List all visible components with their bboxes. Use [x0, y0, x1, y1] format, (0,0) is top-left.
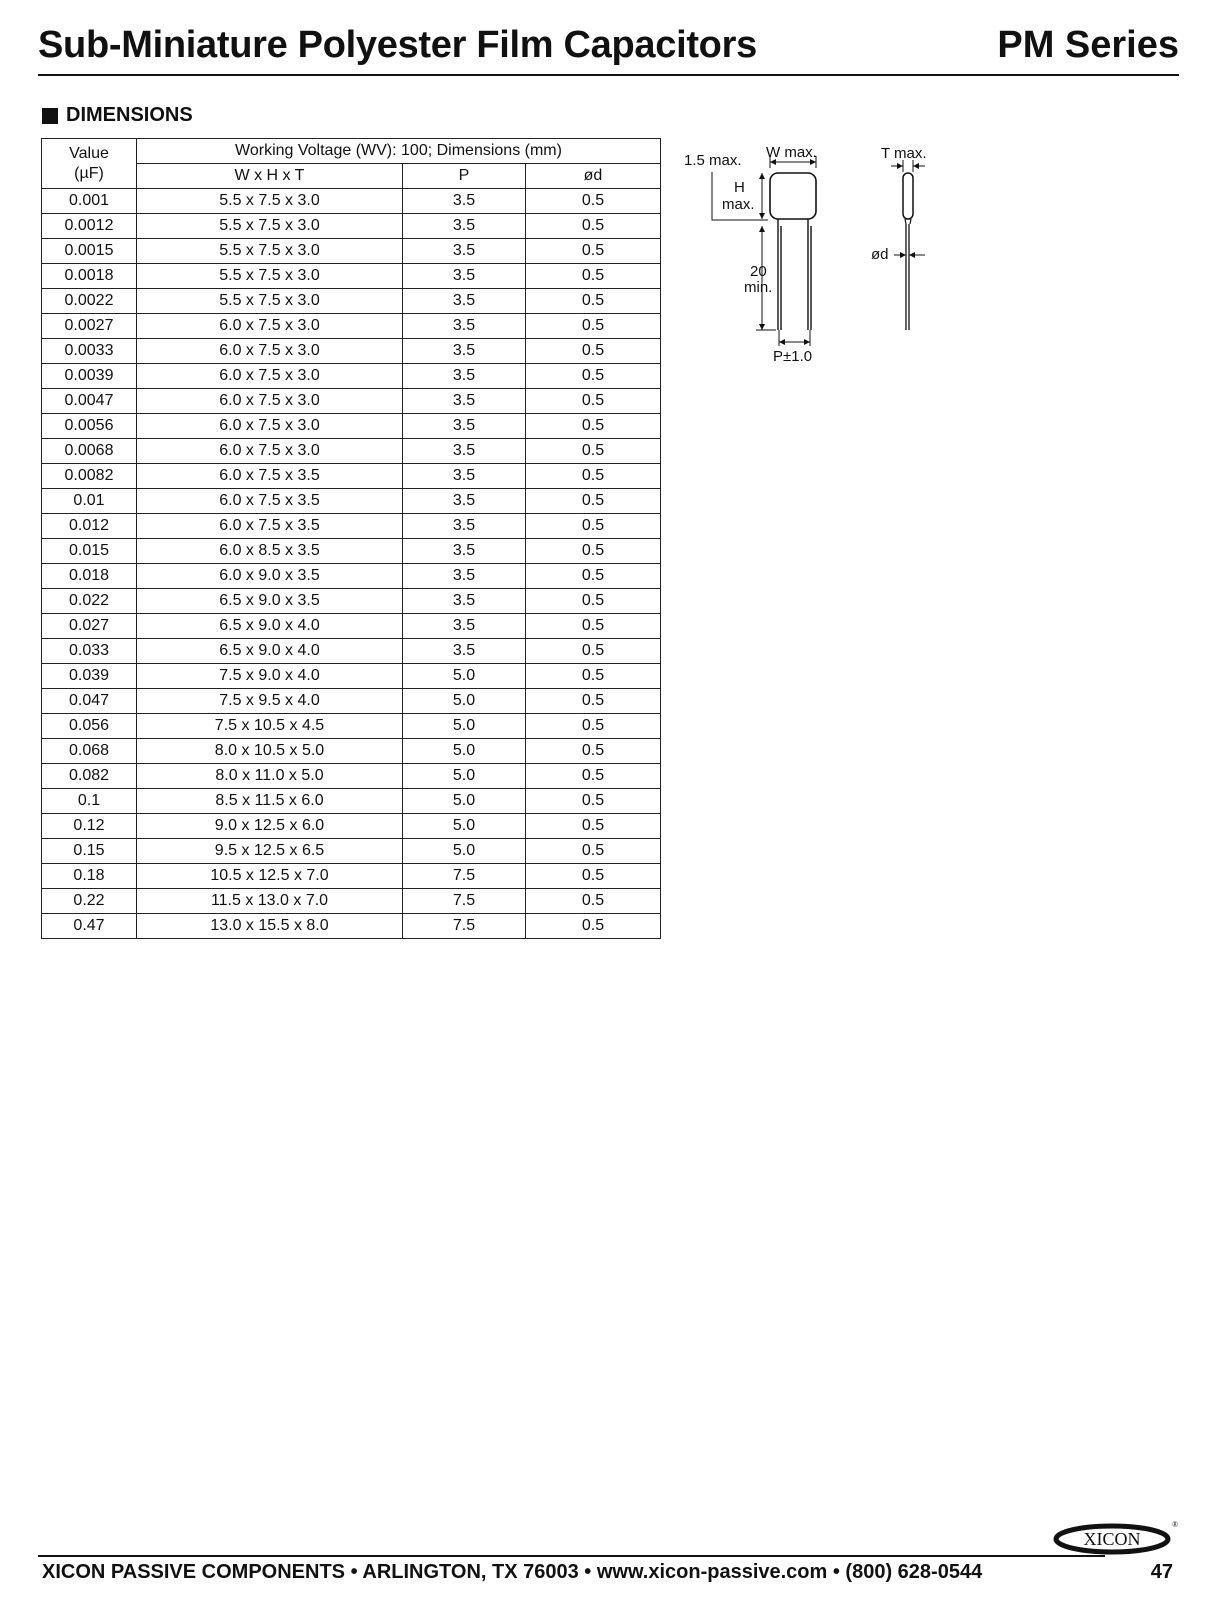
cell-wht: 6.0 x 9.0 x 3.5 — [137, 564, 403, 589]
cell-value: 0.068 — [42, 739, 137, 764]
cell-wht: 6.0 x 7.5 x 3.0 — [137, 314, 403, 339]
table-row — [42, 514, 661, 539]
cell-wht: 7.5 x 10.5 x 4.5 — [137, 714, 403, 739]
cell-p: 3.5 — [403, 514, 526, 539]
cell-wht: 10.5 x 12.5 x 7.0 — [137, 864, 403, 889]
footer-divider — [38, 1555, 1105, 1557]
title-divider — [38, 74, 1179, 76]
capacitor-dimension-diagram — [684, 140, 980, 380]
cell-value: 0.18 — [42, 864, 137, 889]
table-row — [42, 314, 661, 339]
value-column-header — [42, 139, 137, 189]
footer-text: XICON PASSIVE COMPONENTS • ARLINGTON, TX 76003 • www.xicon-passive.com • (800) 628-0544 — [42, 1561, 983, 1583]
cell-d: 0.5 — [526, 589, 661, 614]
cell-value: 0.47 — [42, 914, 137, 939]
label-pitch: P±1.0 — [773, 348, 813, 365]
page-title: Sub-Miniature Polyester Film Capacitors — [38, 24, 757, 66]
cell-d: 0.5 — [526, 314, 661, 339]
cell-value: 0.0056 — [42, 414, 137, 439]
cell-p: 5.0 — [403, 789, 526, 814]
label-lead-max: 1.5 max. — [684, 152, 742, 169]
cell-d: 0.5 — [526, 239, 661, 264]
cell-wht: 5.5 x 7.5 x 3.0 — [137, 264, 403, 289]
table-row — [42, 614, 661, 639]
table-row — [42, 339, 661, 364]
table-row — [42, 814, 661, 839]
cell-d: 0.5 — [526, 539, 661, 564]
table-row — [42, 539, 661, 564]
cell-value: 0.0039 — [42, 364, 137, 389]
table-row — [42, 264, 661, 289]
cell-p: 3.5 — [403, 314, 526, 339]
cell-wht: 6.0 x 7.5 x 3.5 — [137, 514, 403, 539]
cell-p: 3.5 — [403, 239, 526, 264]
label-w-max: W max. — [766, 144, 817, 161]
table-row — [42, 289, 661, 314]
cell-p: 3.5 — [403, 289, 526, 314]
cell-value: 0.0015 — [42, 239, 137, 264]
cell-d: 0.5 — [526, 464, 661, 489]
label-h-max: max. — [722, 196, 755, 213]
cell-d: 0.5 — [526, 839, 661, 864]
cell-d: 0.5 — [526, 714, 661, 739]
cell-value: 0.082 — [42, 764, 137, 789]
table-row — [42, 689, 661, 714]
cell-value: 0.0082 — [42, 464, 137, 489]
cell-p: 3.5 — [403, 214, 526, 239]
cell-p: 3.5 — [403, 489, 526, 514]
cell-p: 3.5 — [403, 539, 526, 564]
cell-d: 0.5 — [526, 364, 661, 389]
cell-d: 0.5 — [526, 864, 661, 889]
cell-wht: 7.5 x 9.0 x 4.0 — [137, 664, 403, 689]
cell-p: 5.0 — [403, 814, 526, 839]
cell-wht: 8.0 x 10.5 x 5.0 — [137, 739, 403, 764]
cell-wht: 5.5 x 7.5 x 3.0 — [137, 289, 403, 314]
table-row — [42, 764, 661, 789]
cell-value: 0.039 — [42, 664, 137, 689]
cell-value: 0.0022 — [42, 289, 137, 314]
square-bullet-icon — [42, 108, 58, 124]
series-name: PM Series — [997, 24, 1179, 66]
cell-wht: 8.5 x 11.5 x 6.0 — [137, 789, 403, 814]
cell-wht: 6.5 x 9.0 x 4.0 — [137, 639, 403, 664]
cell-wht: 5.5 x 7.5 x 3.0 — [137, 239, 403, 264]
label-length-min: min. — [744, 279, 773, 296]
table-row — [42, 914, 661, 939]
table-row — [42, 414, 661, 439]
table-row — [42, 439, 661, 464]
cell-value: 0.018 — [42, 564, 137, 589]
cell-p: 7.5 — [403, 864, 526, 889]
cell-wht: 7.5 x 9.5 x 4.0 — [137, 689, 403, 714]
cell-p: 3.5 — [403, 264, 526, 289]
cell-wht: 6.0 x 7.5 x 3.5 — [137, 464, 403, 489]
cell-d: 0.5 — [526, 739, 661, 764]
cell-value: 0.001 — [42, 189, 137, 214]
column-header-wht: W x H x T — [137, 164, 403, 189]
cell-wht: 9.5 x 12.5 x 6.5 — [137, 839, 403, 864]
cell-value: 0.1 — [42, 789, 137, 814]
cell-d: 0.5 — [526, 189, 661, 214]
cell-d: 0.5 — [526, 614, 661, 639]
cell-value: 0.12 — [42, 814, 137, 839]
table-row — [42, 364, 661, 389]
cell-value: 0.01 — [42, 489, 137, 514]
cell-value: 0.0027 — [42, 314, 137, 339]
table-row — [42, 664, 661, 689]
lead-neck — [778, 219, 808, 226]
registered-mark: ® — [1172, 1520, 1179, 1529]
cell-value: 0.022 — [42, 589, 137, 614]
column-header-d: ød — [526, 164, 661, 189]
cell-value: 0.015 — [42, 539, 137, 564]
cell-p: 3.5 — [403, 339, 526, 364]
cell-p: 3.5 — [403, 464, 526, 489]
cell-wht: 6.0 x 7.5 x 3.0 — [137, 439, 403, 464]
label-h: H — [734, 179, 745, 196]
table-row — [42, 489, 661, 514]
cell-p: 3.5 — [403, 414, 526, 439]
cell-d: 0.5 — [526, 789, 661, 814]
cell-d: 0.5 — [526, 264, 661, 289]
section-heading — [42, 104, 193, 127]
cell-d: 0.5 — [526, 214, 661, 239]
cell-wht: 6.5 x 9.0 x 4.0 — [137, 614, 403, 639]
cell-d: 0.5 — [526, 664, 661, 689]
cell-d: 0.5 — [526, 489, 661, 514]
t-arrow-icon — [897, 163, 919, 169]
logo-text: XICON — [1083, 1529, 1141, 1549]
cell-wht: 5.5 x 7.5 x 3.0 — [137, 214, 403, 239]
table-row — [42, 564, 661, 589]
cell-wht: 6.0 x 7.5 x 3.0 — [137, 414, 403, 439]
label-lead-dia: ød — [871, 246, 889, 263]
table-row — [42, 239, 661, 264]
cell-value: 0.012 — [42, 514, 137, 539]
table-row — [42, 189, 661, 214]
cell-d: 0.5 — [526, 414, 661, 439]
cell-value: 0.15 — [42, 839, 137, 864]
cell-p: 5.0 — [403, 689, 526, 714]
cell-p: 3.5 — [403, 589, 526, 614]
cell-value: 0.047 — [42, 689, 137, 714]
table-row — [42, 789, 661, 814]
cell-d: 0.5 — [526, 914, 661, 939]
column-header-p: P — [403, 164, 526, 189]
cell-p: 7.5 — [403, 889, 526, 914]
cell-wht: 6.5 x 9.0 x 3.5 — [137, 589, 403, 614]
cell-d: 0.5 — [526, 764, 661, 789]
label-length: 20 — [750, 263, 767, 280]
cell-d: 0.5 — [526, 689, 661, 714]
table-row — [42, 214, 661, 239]
section-label: DIMENSIONS — [66, 104, 193, 126]
cell-d: 0.5 — [526, 439, 661, 464]
table-row — [42, 839, 661, 864]
cell-p: 3.5 — [403, 389, 526, 414]
cell-p: 5.0 — [403, 664, 526, 689]
cell-p: 3.5 — [403, 439, 526, 464]
table-row — [42, 589, 661, 614]
cell-p: 3.5 — [403, 364, 526, 389]
table-row — [42, 389, 661, 414]
cell-wht: 9.0 x 12.5 x 6.0 — [137, 814, 403, 839]
cell-d: 0.5 — [526, 889, 661, 914]
cell-p: 5.0 — [403, 764, 526, 789]
xicon-logo — [1052, 1518, 1182, 1556]
cell-p: 3.5 — [403, 614, 526, 639]
table-row — [42, 464, 661, 489]
value-header-line1: Value — [69, 144, 109, 162]
dimensions-table — [41, 138, 661, 939]
cell-wht: 11.5 x 13.0 x 7.0 — [137, 889, 403, 914]
table-row — [42, 714, 661, 739]
cell-wht: 6.0 x 7.5 x 3.0 — [137, 339, 403, 364]
cell-p: 5.0 — [403, 714, 526, 739]
capacitor-body-side — [903, 173, 913, 219]
cell-d: 0.5 — [526, 814, 661, 839]
cell-p: 5.0 — [403, 739, 526, 764]
cell-value: 0.0033 — [42, 339, 137, 364]
cell-value: 0.0068 — [42, 439, 137, 464]
cell-value: 0.0012 — [42, 214, 137, 239]
cell-d: 0.5 — [526, 639, 661, 664]
value-header-line2: (µF) — [74, 164, 104, 182]
cell-p: 7.5 — [403, 914, 526, 939]
cell-wht: 6.0 x 7.5 x 3.0 — [137, 364, 403, 389]
cell-wht: 6.0 x 8.5 x 3.5 — [137, 539, 403, 564]
cell-value: 0.0047 — [42, 389, 137, 414]
cell-wht: 6.0 x 7.5 x 3.5 — [137, 489, 403, 514]
capacitor-body-front — [770, 173, 816, 219]
cell-wht: 8.0 x 11.0 x 5.0 — [137, 764, 403, 789]
cell-p: 3.5 — [403, 639, 526, 664]
cell-value: 0.033 — [42, 639, 137, 664]
cell-p: 5.0 — [403, 839, 526, 864]
cell-wht: 5.5 x 7.5 x 3.0 — [137, 189, 403, 214]
page-number: 47 — [1150, 1561, 1173, 1583]
cell-wht: 13.0 x 15.5 x 8.0 — [137, 914, 403, 939]
cell-value: 0.0018 — [42, 264, 137, 289]
table-row — [42, 739, 661, 764]
group-header: Working Voltage (WV): 100; Dimensions (mm) — [137, 139, 661, 164]
cell-d: 0.5 — [526, 339, 661, 364]
cell-d: 0.5 — [526, 289, 661, 314]
cell-p: 3.5 — [403, 189, 526, 214]
label-t-max: T max. — [881, 145, 927, 162]
cell-value: 0.056 — [42, 714, 137, 739]
table-row — [42, 639, 661, 664]
cell-d: 0.5 — [526, 514, 661, 539]
cell-d: 0.5 — [526, 564, 661, 589]
cell-d: 0.5 — [526, 389, 661, 414]
d-arrow-icon — [900, 252, 915, 258]
table-row — [42, 864, 661, 889]
cell-wht: 6.0 x 7.5 x 3.0 — [137, 389, 403, 414]
cell-p: 3.5 — [403, 564, 526, 589]
cell-value: 0.22 — [42, 889, 137, 914]
cell-value: 0.027 — [42, 614, 137, 639]
table-row — [42, 889, 661, 914]
